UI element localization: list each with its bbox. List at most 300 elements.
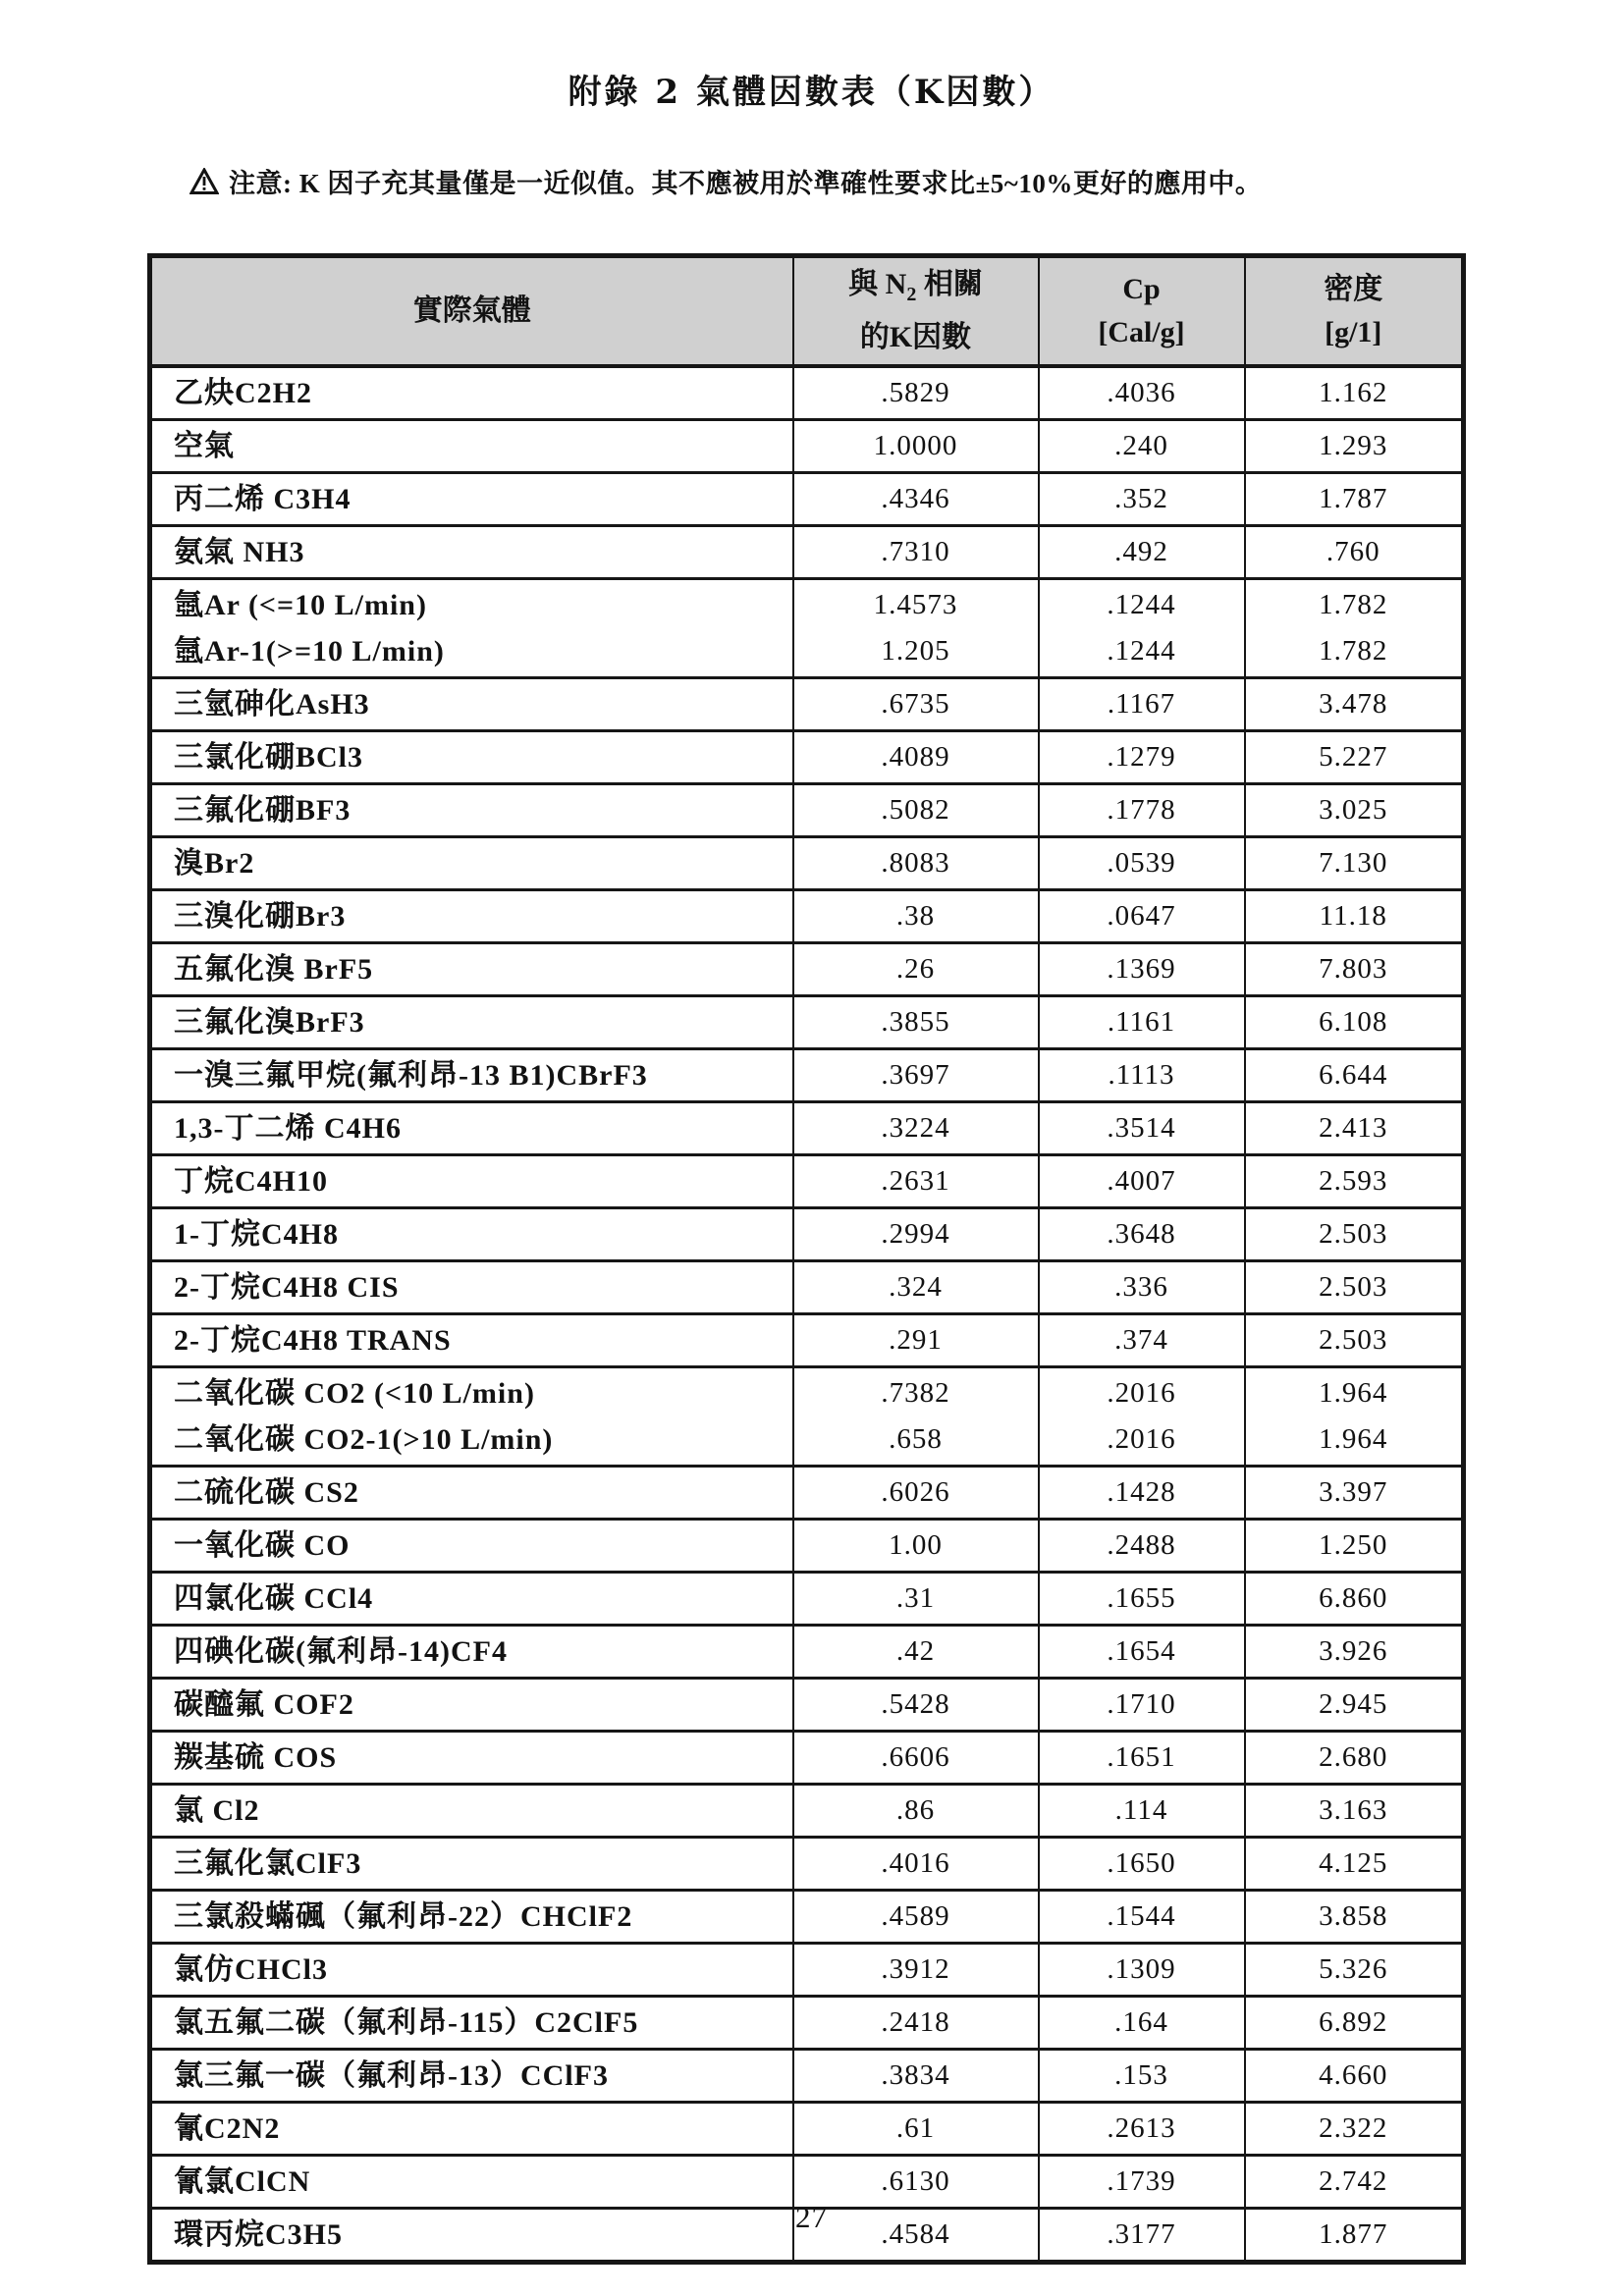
cp-cell-line: .1655: [1107, 1581, 1176, 1614]
cp-cell: [1039, 1260, 1245, 1313]
cp-cell-line: .1309: [1107, 1952, 1176, 1985]
cp-cell-line: .1244: [1107, 588, 1176, 620]
k-factor-cell-line: .38: [895, 899, 936, 932]
gas-name-cell: [150, 1890, 793, 1943]
gas-name-cell: [150, 1678, 793, 1731]
cp-cell: [1039, 1154, 1245, 1207]
density-cell-line: 3.858: [1319, 1899, 1388, 1932]
cp-cell: [1039, 942, 1245, 995]
density-cell: [1245, 730, 1464, 783]
density-cell-line: 2.503: [1319, 1323, 1388, 1356]
gas-name-cell-line: 一氧化碳 CO: [174, 1528, 351, 1562]
warning-triangle-icon: [189, 168, 219, 195]
gas-name-cell: [150, 1154, 793, 1207]
k-factor-cell: [793, 1678, 1039, 1731]
density-cell: [1245, 1101, 1464, 1154]
cp-cell-line: .1161: [1107, 1005, 1176, 1038]
k-factor-cell: [793, 1048, 1039, 1101]
density-cell: [1245, 366, 1464, 420]
gas-name-cell-line: 二氧化碳 CO2 (<10 L/min): [174, 1376, 535, 1410]
table-row: [150, 525, 1464, 578]
warning-text: 注意: K 因子充其量僅是一近似值。其不應被用於準確性要求比±5~10%更好的應用中。: [229, 169, 1263, 198]
cp-cell-line: .4036: [1107, 376, 1176, 408]
table-row: [150, 889, 1464, 942]
cp-cell: [1039, 2049, 1245, 2102]
cp-cell: [1039, 1678, 1245, 1731]
k-factor-cell: [793, 1519, 1039, 1572]
k-factor-cell-line: .4089: [881, 740, 950, 773]
density-cell: [1245, 1519, 1464, 1572]
gas-name-cell-line: 丁烷C4H10: [174, 1164, 328, 1198]
cp-cell-line: .114: [1114, 1793, 1168, 1826]
table-row: [150, 1996, 1464, 2049]
density-cell: [1245, 1731, 1464, 1784]
cp-cell: [1039, 525, 1245, 578]
header-cp-line1: Cp: [1122, 272, 1161, 305]
table-row: [150, 419, 1464, 472]
k-factor-cell: [793, 995, 1039, 1048]
k-factor-cell-line: .2631: [881, 1164, 950, 1197]
cp-cell-line: .374: [1114, 1323, 1168, 1356]
cp-cell: [1039, 889, 1245, 942]
k-factor-cell-line: .4346: [881, 482, 950, 514]
gas-name-cell-line: 三氟化溴BrF3: [174, 1005, 365, 1039]
gas-name-cell-line: 1-丁烷C4H8: [174, 1217, 339, 1251]
table-row: [150, 1678, 1464, 1731]
gas-name-cell-line: 氬Ar-1(>=10 L/min): [174, 634, 445, 667]
gas-name-cell: [150, 1625, 793, 1678]
density-cell-line: 11.18: [1319, 899, 1387, 932]
k-factor-cell: [793, 1207, 1039, 1260]
k-factor-cell: [793, 2102, 1039, 2155]
table-row: [150, 1731, 1464, 1784]
density-cell-line: 3.926: [1319, 1634, 1388, 1667]
density-cell: [1245, 578, 1464, 677]
density-cell-line: 1.964: [1319, 1422, 1388, 1455]
k-factor-cell-line: .4589: [881, 1899, 950, 1932]
density-cell-line: 2.593: [1319, 1164, 1388, 1197]
header-k-factor: [793, 256, 1039, 366]
gas-name-cell-line: 一溴三氟甲烷(氟利昂-13 B1)CBrF3: [174, 1058, 648, 1092]
density-cell: [1245, 1678, 1464, 1731]
density-cell-line: 2.413: [1319, 1111, 1388, 1144]
gas-name-cell: [150, 730, 793, 783]
cp-cell-line: .1650: [1107, 1846, 1176, 1879]
gas-name-cell: [150, 889, 793, 942]
density-cell-line: 5.326: [1319, 1952, 1388, 1985]
k-factor-cell: [793, 1943, 1039, 1996]
table-row: [150, 1572, 1464, 1625]
gas-name-cell: [150, 1943, 793, 1996]
density-cell-line: 2.503: [1319, 1217, 1388, 1250]
cp-cell-line: .1244: [1107, 634, 1176, 667]
gas-name-cell-line: 環丙烷C3H5: [174, 2217, 343, 2251]
gas-name-cell-line: 氯五氟二碳（氟利昂-115）C2ClF5: [174, 2005, 639, 2039]
cp-cell: [1039, 1572, 1245, 1625]
density-cell-line: 1.250: [1319, 1528, 1388, 1561]
density-cell-line: 4.660: [1319, 2058, 1388, 2091]
density-cell: [1245, 1837, 1464, 1890]
gas-name-cell-line: 二氧化碳 CO2-1(>10 L/min): [174, 1422, 554, 1456]
header-gas-label: 實際氣體: [412, 294, 531, 327]
cp-cell: [1039, 1313, 1245, 1366]
k-factor-cell-line: 1.0000: [873, 429, 958, 461]
gas-name-cell: [150, 1313, 793, 1366]
header-density: [1245, 256, 1464, 366]
cp-cell-line: .336: [1114, 1270, 1168, 1303]
table-row: [150, 578, 1464, 677]
gas-name-cell: [150, 1466, 793, 1519]
warning-note: [189, 162, 1623, 200]
gas-name-cell: [150, 1837, 793, 1890]
cp-cell-line: .492: [1114, 535, 1168, 567]
table-row: [150, 1943, 1464, 1996]
cp-cell-line: .1710: [1107, 1687, 1176, 1720]
cp-cell: [1039, 2102, 1245, 2155]
table-row: [150, 677, 1464, 730]
k-factor-cell: [793, 1837, 1039, 1890]
cp-cell-line: .3177: [1107, 2217, 1176, 2250]
table-row: [150, 1466, 1464, 1519]
k-factor-cell: [793, 783, 1039, 836]
k-factor-cell-line: .26: [895, 952, 936, 985]
density-cell-line: 7.130: [1319, 846, 1388, 879]
cp-cell-line: .2016: [1107, 1422, 1176, 1455]
density-cell-line: 2.945: [1319, 1687, 1388, 1720]
gas-name-cell-line: 2-丁烷C4H8 CIS: [174, 1270, 400, 1304]
table-row: [150, 1890, 1464, 1943]
gas-name-cell-line: 溴Br2: [174, 846, 255, 880]
density-cell: [1245, 995, 1464, 1048]
cp-cell: [1039, 1996, 1245, 2049]
cp-cell: [1039, 1625, 1245, 1678]
density-cell: [1245, 836, 1464, 889]
k-factor-cell-line: .42: [895, 1634, 936, 1667]
density-cell-line: 2.322: [1319, 2111, 1388, 2144]
k-factor-cell: [793, 1572, 1039, 1625]
k-factor-cell-line: .7382: [881, 1376, 950, 1409]
table-row: [150, 366, 1464, 420]
k-factor-cell-line: .3224: [881, 1111, 950, 1144]
k-factor-cell: [793, 472, 1039, 525]
table-row: [150, 1101, 1464, 1154]
cp-cell-line: .1654: [1107, 1634, 1176, 1667]
gas-name-cell: [150, 677, 793, 730]
density-cell: [1245, 677, 1464, 730]
k-factor-cell-line: .3834: [881, 2058, 950, 2091]
table-row: [150, 783, 1464, 836]
k-factor-cell-line: .86: [895, 1793, 936, 1826]
cp-cell-line: .1279: [1107, 740, 1176, 773]
cp-cell: [1039, 1048, 1245, 1101]
density-cell-line: 1.293: [1319, 429, 1388, 461]
gas-name-cell-line: 羰基硫 COS: [174, 1740, 338, 1774]
k-factor-cell: [793, 730, 1039, 783]
k-factor-cell-line: .5829: [881, 376, 950, 408]
k-factor-cell-line: .3855: [881, 1005, 950, 1038]
k-factor-cell: [793, 1101, 1039, 1154]
gas-name-cell: [150, 995, 793, 1048]
density-cell-line: 2.680: [1319, 1740, 1388, 1773]
density-cell: [1245, 419, 1464, 472]
cp-cell-line: .1739: [1107, 2164, 1176, 2197]
cp-cell-line: .0647: [1107, 899, 1176, 932]
density-cell: [1245, 2049, 1464, 2102]
cp-cell-line: .1167: [1107, 687, 1176, 720]
gas-name-cell-line: 三氯化硼BCl3: [174, 740, 364, 774]
density-cell-line: 6.892: [1319, 2005, 1388, 2038]
cp-cell-line: .164: [1114, 2005, 1168, 2038]
gas-name-cell: [150, 942, 793, 995]
density-cell: [1245, 472, 1464, 525]
k-factor-cell: [793, 1260, 1039, 1313]
density-cell-line: 4.125: [1319, 1846, 1388, 1879]
gas-name-cell-line: 二硫化碳 CS2: [174, 1475, 359, 1509]
density-cell: [1245, 1625, 1464, 1678]
gas-name-cell: [150, 1207, 793, 1260]
gas-name-cell-line: 氬Ar (<=10 L/min): [174, 588, 427, 621]
k-factor-cell-line: 1.00: [889, 1528, 943, 1561]
density-cell-line: 3.025: [1319, 793, 1388, 826]
k-factor-cell-line: .658: [889, 1422, 943, 1455]
table-row: [150, 1837, 1464, 1890]
k-factor-cell: [793, 1625, 1039, 1678]
page-title: 附錄 2 氣體因數表（K因數）: [568, 73, 1055, 112]
density-cell: [1245, 2102, 1464, 2155]
k-factor-cell: [793, 525, 1039, 578]
gas-name-cell: [150, 1572, 793, 1625]
cp-cell-line: .352: [1114, 482, 1168, 514]
cp-cell: [1039, 1466, 1245, 1519]
table-row: [150, 1784, 1464, 1837]
cp-cell: [1039, 1519, 1245, 1572]
cp-cell-line: .2016: [1107, 1376, 1176, 1409]
density-cell: [1245, 1466, 1464, 1519]
header-cp-line2: [Cal/g]: [1098, 315, 1185, 348]
gas-name-cell-line: 四碘化碳(氟利昂-14)CF4: [174, 1634, 508, 1668]
k-factor-cell-line: .6735: [881, 687, 950, 720]
density-cell-line: 1.162: [1319, 376, 1388, 408]
cp-cell-line: .1428: [1107, 1475, 1176, 1508]
k-factor-cell-line: 1.4573: [873, 588, 958, 620]
density-cell: [1245, 1154, 1464, 1207]
gas-name-cell-line: 氯 Cl2: [174, 1793, 260, 1827]
k-factor-cell: [793, 1731, 1039, 1784]
gas-name-cell: [150, 1784, 793, 1837]
density-cell-line: 3.163: [1319, 1793, 1388, 1826]
k-factor-cell-line: .6026: [881, 1475, 950, 1508]
density-cell-line: 3.478: [1319, 687, 1388, 720]
cp-cell: [1039, 578, 1245, 677]
density-cell: [1245, 1048, 1464, 1101]
gas-name-cell: [150, 1996, 793, 2049]
gas-name-cell-line: 三溴化硼Br3: [174, 899, 347, 933]
cp-cell-line: .0539: [1107, 846, 1176, 879]
density-cell-line: 6.860: [1319, 1581, 1388, 1614]
density-cell-line: 6.644: [1319, 1058, 1388, 1091]
k-factor-cell-line: .6606: [881, 1740, 950, 1773]
k-factor-cell: [793, 1784, 1039, 1837]
gas-name-cell-line: 碳醯氟 COF2: [174, 1687, 354, 1721]
cp-cell: [1039, 783, 1245, 836]
header-density-line1: 密度: [1324, 272, 1383, 305]
k-factor-cell-line: 1.205: [881, 634, 950, 667]
cp-cell-line: .4007: [1107, 1164, 1176, 1197]
table-row: [150, 836, 1464, 889]
k-factor-cell-line: .4016: [881, 1846, 950, 1879]
cp-cell: [1039, 1731, 1245, 1784]
table-row: [150, 1207, 1464, 1260]
cp-cell: [1039, 1366, 1245, 1466]
density-cell: [1245, 1996, 1464, 2049]
gas-name-cell-line: 氰C2N2: [174, 2111, 281, 2145]
page-number: 27: [795, 2200, 828, 2234]
cp-cell: [1039, 1890, 1245, 1943]
gas-name-cell-line: 氨氣 NH3: [174, 535, 305, 568]
gas-name-cell: [150, 1101, 793, 1154]
table-row: [150, 472, 1464, 525]
gas-name-cell: [150, 472, 793, 525]
gas-name-cell-line: 三氯殺蟎碸（氟利昂-22）CHClF2: [174, 1899, 633, 1933]
k-factor-cell: [793, 1890, 1039, 1943]
table-row: [150, 995, 1464, 1048]
k-factor-cell-line: .5428: [881, 1687, 950, 1720]
gas-name-cell: [150, 2102, 793, 2155]
table-row: [150, 2102, 1464, 2155]
cp-cell: [1039, 1943, 1245, 1996]
gas-name-cell-line: 三氫砷化AsH3: [174, 687, 370, 721]
header-k-factor-line2: 的K因數: [859, 320, 972, 353]
k-factor-cell-line: .4584: [881, 2217, 950, 2250]
density-cell: [1245, 889, 1464, 942]
density-cell: [1245, 1366, 1464, 1466]
density-cell: [1245, 783, 1464, 836]
density-cell-line: .760: [1325, 535, 1380, 567]
cp-cell-line: .1651: [1107, 1740, 1176, 1773]
gas-name-cell: [150, 419, 793, 472]
density-cell: [1245, 1313, 1464, 1366]
cp-cell-line: .2613: [1107, 2111, 1176, 2144]
density-cell-line: 7.803: [1319, 952, 1388, 985]
cp-cell: [1039, 366, 1245, 420]
cp-cell: [1039, 730, 1245, 783]
density-cell-line: 2.742: [1319, 2164, 1388, 2197]
density-cell: [1245, 1572, 1464, 1625]
cp-cell: [1039, 1207, 1245, 1260]
cp-cell-line: .240: [1114, 429, 1168, 461]
gas-name-cell-line: 乙炔C2H2: [174, 376, 312, 409]
cp-cell-line: .153: [1114, 2058, 1168, 2091]
k-factor-cell-line: .6130: [881, 2164, 950, 2197]
cp-cell: [1039, 836, 1245, 889]
k-factor-cell-line: .7310: [881, 535, 950, 567]
density-cell-line: 2.503: [1319, 1270, 1388, 1303]
gas-name-cell-line: 五氟化溴 BrF5: [174, 952, 374, 986]
k-factor-cell-line: .2418: [881, 2005, 950, 2038]
gas-name-cell: [150, 1731, 793, 1784]
k-factor-cell: [793, 889, 1039, 942]
table-row: [150, 1519, 1464, 1572]
cp-cell: [1039, 677, 1245, 730]
cp-cell-line: .2488: [1107, 1528, 1176, 1561]
density-cell-line: 1.782: [1319, 634, 1388, 667]
k-factor-cell: [793, 366, 1039, 420]
cp-cell: [1039, 1784, 1245, 1837]
k-factor-cell-line: .291: [889, 1323, 943, 1356]
gas-name-cell-line: 氰氯ClCN: [174, 2164, 311, 2198]
table-row: [150, 2049, 1464, 2102]
table-row: [150, 1260, 1464, 1313]
density-cell: [1245, 1260, 1464, 1313]
cp-cell-line: .1778: [1107, 793, 1176, 826]
gas-name-cell: [150, 1260, 793, 1313]
density-cell: [1245, 1943, 1464, 1996]
cp-cell: [1039, 1101, 1245, 1154]
density-cell-line: 1.787: [1319, 482, 1388, 514]
cp-cell-line: .1113: [1108, 1058, 1175, 1091]
table-row: [150, 1366, 1464, 1466]
header-cp: [1039, 256, 1245, 366]
cp-cell-line: .1544: [1107, 1899, 1176, 1932]
k-factor-cell: [793, 1313, 1039, 1366]
density-cell-line: 1.964: [1319, 1376, 1388, 1409]
gas-name-cell-line: 四氯化碳 CCl4: [174, 1581, 374, 1615]
k-factor-cell-line: .5082: [881, 793, 950, 826]
gas-name-cell-line: 氯仿CHCl3: [174, 1952, 328, 1986]
gas-name-cell: [150, 2049, 793, 2102]
k-factor-cell-line: .8083: [881, 846, 950, 879]
k-factor-cell-line: .31: [895, 1581, 936, 1614]
k-factor-cell: [793, 2049, 1039, 2102]
table-header-row: [150, 256, 1464, 366]
density-cell: [1245, 942, 1464, 995]
k-factor-cell: [793, 1466, 1039, 1519]
k-factor-cell: [793, 836, 1039, 889]
gas-name-cell-line: 氯三氟一碳（氟利昂-13）CClF3: [174, 2058, 609, 2092]
gas-name-cell-line: 丙二烯 C3H4: [174, 482, 352, 515]
k-factor-cell: [793, 677, 1039, 730]
table-row: [150, 1154, 1464, 1207]
density-cell-line: 5.227: [1319, 740, 1388, 773]
density-cell: [1245, 1890, 1464, 1943]
gas-name-cell-line: 1,3-丁二烯 C4H6: [174, 1111, 402, 1145]
k-factor-cell: [793, 1154, 1039, 1207]
table-row: [150, 942, 1464, 995]
cp-cell-line: .1369: [1107, 952, 1176, 985]
gas-name-cell-line: 2-丁烷C4H8 TRANS: [174, 1323, 452, 1357]
gas-name-cell: [150, 578, 793, 677]
cp-cell-line: .3514: [1107, 1111, 1176, 1144]
header-k-factor-line1: 與 $N_2$ 相關: [848, 267, 983, 305]
cp-cell: [1039, 995, 1245, 1048]
density-cell-line: 1.877: [1319, 2217, 1388, 2250]
k-factor-cell: [793, 578, 1039, 677]
density-cell-line: 6.108: [1319, 1005, 1388, 1038]
table-row: [150, 730, 1464, 783]
gas-name-cell: [150, 366, 793, 420]
density-cell: [1245, 1784, 1464, 1837]
gas-name-cell-line: 三氟化硼BF3: [174, 793, 352, 827]
cp-cell-line: .3648: [1107, 1217, 1176, 1250]
header-density-line2: [g/1]: [1325, 315, 1382, 348]
density-cell: [1245, 1207, 1464, 1260]
cp-cell: [1039, 419, 1245, 472]
header-gas: [150, 256, 793, 366]
gas-name-cell-line: 空氣: [174, 429, 235, 462]
cp-cell: [1039, 472, 1245, 525]
gas-name-cell: [150, 1366, 793, 1466]
gas-name-cell: [150, 783, 793, 836]
